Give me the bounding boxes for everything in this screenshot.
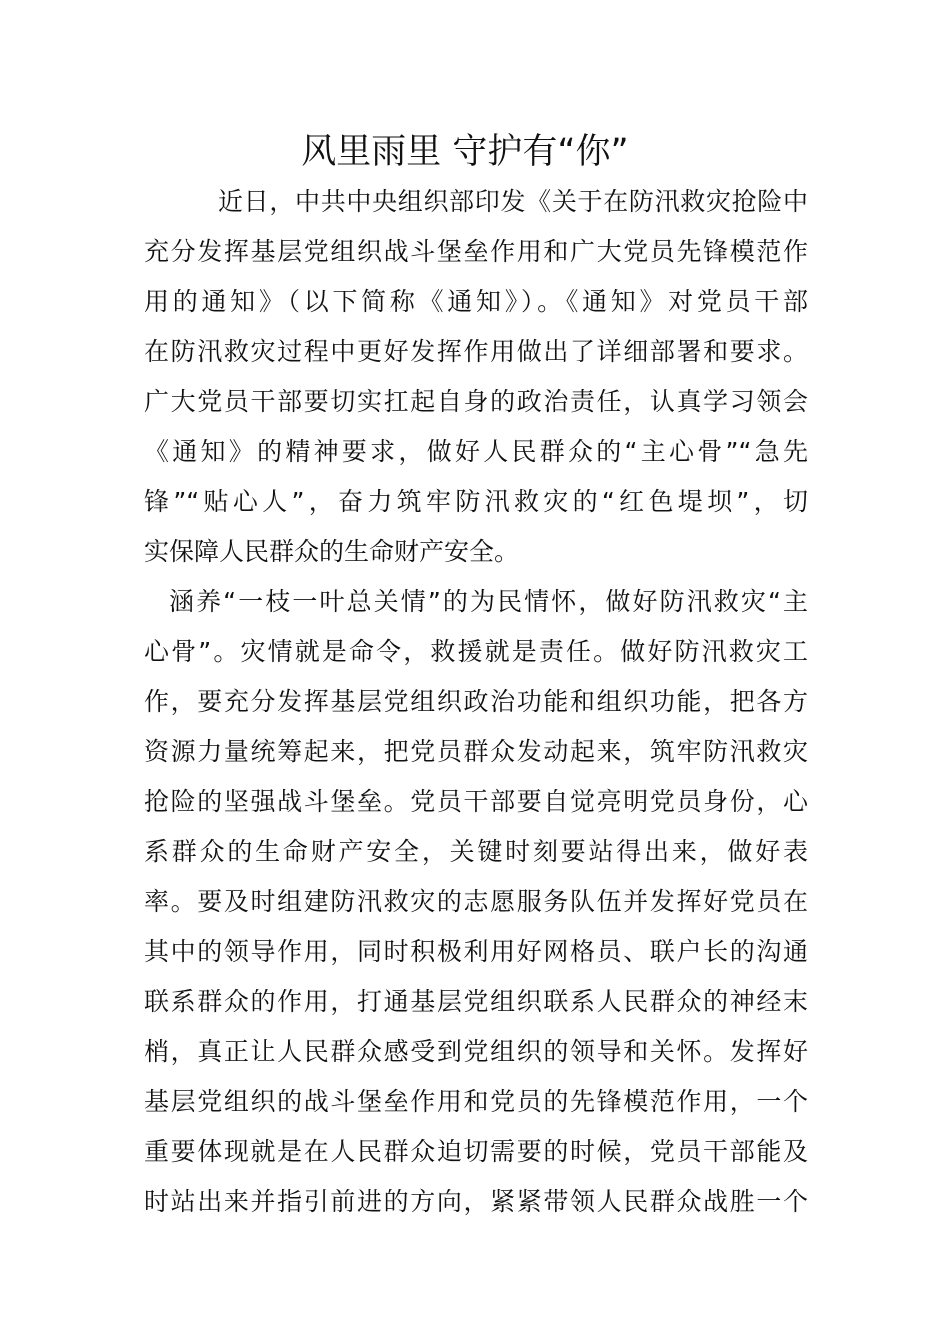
paragraph-line: 《通知》的精神要求，做好人民群众的“主心骨”“急先 (144, 437, 808, 466)
paragraph-line: 基层党组织的战斗堡垒作用和党员的先锋模范作用，一个 (144, 1087, 808, 1116)
paragraph-line: 重要体现就是在人民群众迫切需要的时候，党员干部能及 (144, 1137, 808, 1166)
paragraph-line: 锋”“贴心人”，奋力筑牢防汛救灾的“红色堤坝”，切 (144, 487, 808, 516)
paragraph-line: 涵养“一枝一叶总关情”的为民情怀，做好防汛救灾“主 (169, 587, 808, 616)
paragraph-line: 广大党员干部要切实扛起自身的政治责任，认真学习领会 (144, 387, 808, 416)
paragraph-line: 实保障人民群众的生命财产安全。 (144, 537, 520, 566)
document-title: 风里雨里 守护有“你” (301, 132, 629, 172)
paragraph-line: 系群众的生命财产安全，关键时刻要站得出来，做好表 (144, 837, 808, 866)
paragraph-line: 其中的领导作用，同时积极利用好网格员、联户长的沟通 (144, 937, 808, 966)
paragraph-line: 率。要及时组建防汛救灾的志愿服务队伍并发挥好党员在 (144, 887, 808, 916)
paragraph-line: 资源力量统筹起来，把党员群众发动起来，筑牢防汛救灾 (144, 737, 808, 766)
paragraph-line: 抢险的坚强战斗堡垒。党员干部要自觉亮明党员身份，心 (144, 787, 808, 816)
paragraph-line: 时站出来并指引前进的方向，紧紧带领人民群众战胜一个 (144, 1187, 808, 1216)
paragraph-line: 作，要充分发挥基层党组织政治功能和组织功能，把各方 (144, 687, 808, 716)
paragraph-line: 联系群众的作用，打通基层党组织联系人民群众的神经末 (144, 987, 808, 1016)
paragraph-line: 用的通知》（以下简称《通知》）。《通知》对党员干部 (144, 287, 808, 316)
paragraph-line: 近日，中共中央组织部印发《关于在防汛救灾抢险中 (218, 187, 808, 216)
paragraph-line: 心骨”。灾情就是命令，救援就是责任。做好防汛救灾工 (144, 637, 808, 666)
paragraph-line: 在防汛救灾过程中更好发挥作用做出了详细部署和要求。 (144, 337, 808, 366)
paragraph-line: 梢，真正让人民群众感受到党组织的领导和关怀。发挥好 (144, 1037, 808, 1066)
paragraph-line: 充分发挥基层党组织战斗堡垒作用和广大党员先锋模范作 (144, 237, 808, 266)
